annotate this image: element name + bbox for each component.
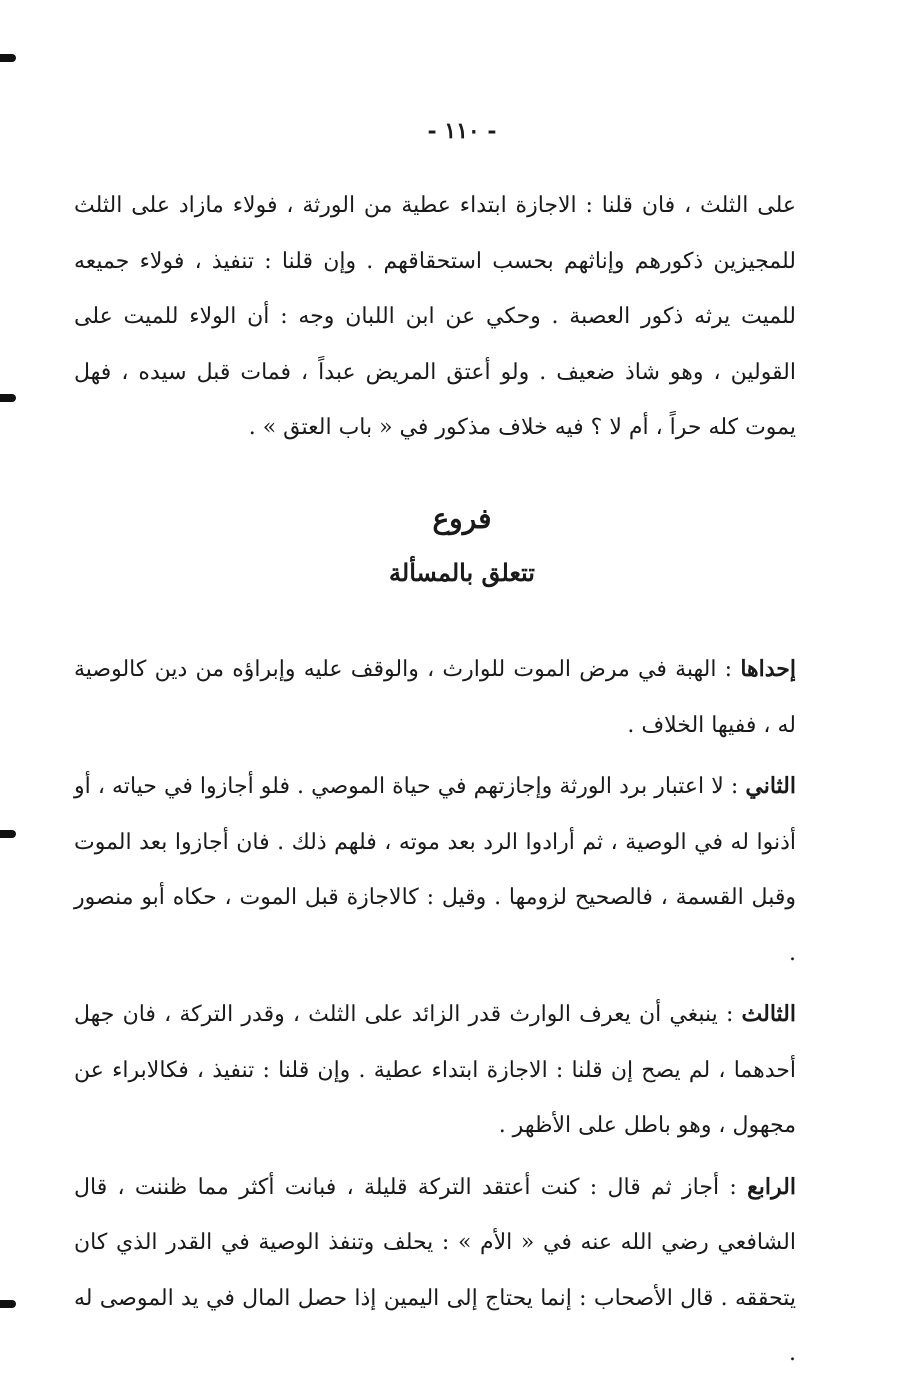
branch-text: : لا اعتبار برد الورثة وإجازتهم في حياة الموصي . فلو أجازوا في حياته ، أو أذنوا له في الوصية ، ثم أرادوا الرد بعد موته ، فلهم ذلك . فان أجازوا بعد الموت وقبل القسمة ، فالصحيح لزومها . وقيل : كالاجازة قبل الموت ، حكاه أبو منصور . [74, 774, 796, 966]
branch-lead: الرابع [747, 1173, 796, 1200]
branch-text: : الهبة في مرض الموت للوارث ، والوقف عليه وإبراؤه من دين كالوصية له ، ففيها الخلاف . [74, 657, 796, 738]
scan-edge-mark [0, 54, 16, 62]
branch-paragraph [74, 1160, 796, 1382]
section-subtitle: تتعلق بالمسألة [389, 558, 535, 587]
scan-edge-mark [0, 394, 16, 402]
intro-section [74, 178, 796, 456]
branch-lead: الثاني [745, 773, 796, 799]
branch-text: : أجاز ثم قال : كنت أعتقد التركة قليلة ، فبانت أكثر مما ظننت ، قال الشافعي رضي الله عنه في « الأم » : يحلف وتنفذ الوصية في القدر الذي كان يتحققه . قال الأصحاب : إنما يحتاج إلى اليمين إذا حصل المال في يد الموصى له . [74, 1174, 796, 1366]
scan-edge-mark [0, 1300, 16, 1308]
page-number: - ١١٠ - [427, 118, 497, 144]
branch-lead: إحداها [740, 656, 796, 682]
branch-text: : ينبغي أن يعرف الوارث قدر الزائد على الثلث ، وقدر التركة ، فان جهل أحدهما ، لم يصح إن قلنا : الاجازة ابتداء عطية . وإن قلنا : تنفيذ ، فكالابراء عن مجهول ، وهو باطل على الأظهر . [74, 1002, 796, 1138]
branch-lead: الثالث [741, 1001, 796, 1027]
scan-edge-mark [0, 830, 16, 838]
branch-paragraph [74, 759, 796, 981]
branch-paragraph [74, 987, 796, 1154]
section-title: فروع [432, 502, 492, 535]
branches-list [74, 642, 796, 1388]
intro-paragraph: على الثلث ، فان قلنا : الاجازة ابتداء عطية من الورثة ، فولاء مازاد على الثلث للمجيزين ذكورهم وإناثهم بحسب استحقاقهم . وإن قلنا : تنفيذ ، فولاء جميعه للميت يرثه ذكور العصبة . وحكي عن ابن اللبان وجه : أن الولاء للميت على القولين ، وهو شاذ ضعيف . ولو أعتق المريض عبداً ، فمات قبل سيده ، فهل يموت كله حراً ، أم لا ؟ فيه خلاف مذكور في « باب العتق » . [74, 193, 796, 440]
branch-paragraph [74, 642, 796, 753]
